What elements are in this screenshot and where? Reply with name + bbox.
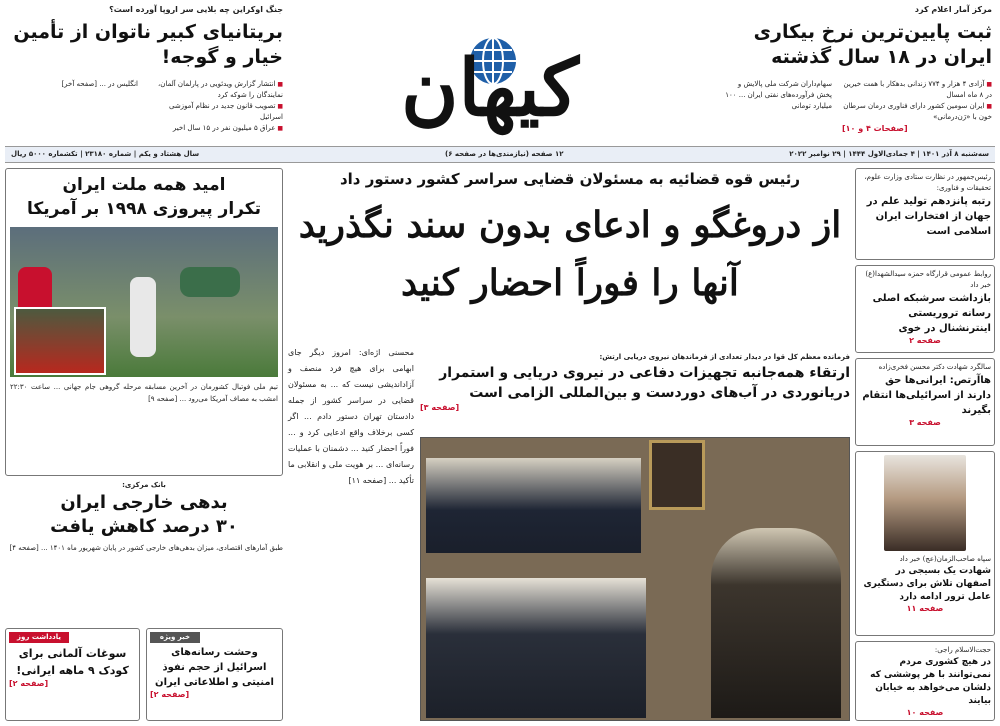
navy-headline[interactable]: ارتقاء همه‌جانبه تجهیزات دفاعی در نیروی دریایی و استمرار دریانوردی در آب‌های دوردست و بین‌المللی الزامی است xyxy=(439,365,850,401)
logo xyxy=(340,8,640,138)
officers-top xyxy=(426,458,641,553)
debt-story xyxy=(5,480,283,620)
top-left-side: انگلیس در ... [صفحه آخر] xyxy=(61,80,138,88)
sport-headline-2: تکرار پیروزی ۱۹۹۸ بر آمریکا xyxy=(26,199,262,219)
date-text: سه‌شنبه ۸ آذر ۱۴۰۱ | ۴ جمادی‌الاول ۱۴۴۴ | ۲۹ نوامبر ۲۰۲۲ xyxy=(789,150,989,158)
note-tag: یادداشت روز xyxy=(9,632,69,643)
right-item-4[interactable]: سپاه صاحب‌الزمان(عج) خبر داد شهادت یک بسیجی در اصفهان تلاش برای دستگیری عامل ترور ادامه دارد صفحه ۱۱ xyxy=(855,451,995,636)
debt-kicker: بانک مرکزی: xyxy=(122,481,166,489)
sport-box[interactable] xyxy=(5,168,283,476)
debt-headline-1[interactable]: بدهی خارجی ایران xyxy=(60,492,228,513)
note-box[interactable] xyxy=(5,628,140,721)
debt-body: طبق آمارهای اقتصادی، میزان بدهی‌های خارجی کشور در پایان شهریور ماه ۱۴۰۱ ... [صفحه ۴] xyxy=(9,544,283,552)
top-left-bullets: ■ انتشار گزارش ویدئویی در پارلمان آلمان، نمایندگان را شوکه کرد ■ تصویب قانون جدید در نظام آموزشی اسرائیل ■ عراق ۵ میلیون نفر در ۱۵ سال اخیر xyxy=(148,79,283,134)
issue-text: سال هشتاد و یکم | شماره ۲۳۱۸۰ | تکشماره ۵۰۰۰ ریال xyxy=(11,150,200,158)
navy-ref[interactable]: [صفحه ۳] xyxy=(420,403,460,412)
wall-portrait xyxy=(649,440,705,510)
sport-body: تیم ملی فوتبال کشورمان در آخرین مسابقه مرحله گروهی جام جهانی ... ساعت ۲۲:۳۰ امشب به مصاف آمریکا می‌رود ... [صفحه ۹] xyxy=(10,383,278,403)
top-left-kicker: جنگ اوکراین چه بلایی سر اروپا آورده است؟ xyxy=(109,5,283,14)
navy-photo xyxy=(420,437,850,721)
officers-bottom xyxy=(426,578,646,718)
special-box[interactable] xyxy=(146,628,283,721)
special-ref[interactable]: [صفحه ۲] xyxy=(150,690,190,699)
note-headline: سوغات آلمانی برای کودک ۹ ماهه ایرانی! xyxy=(16,647,129,677)
pages-text: ۱۲ صفحه (نیازمندی‌ها در صفحه ۶) xyxy=(445,150,564,158)
navy-story xyxy=(420,352,850,434)
lead-story xyxy=(290,168,850,348)
inset-photo xyxy=(14,307,106,375)
special-headline: وحشت رسانه‌های اسرائیل از حجم نفوذ امنیتی و اطلاعاتی ایران xyxy=(155,647,274,688)
top-right-kicker: مرکز آمار اعلام کرد xyxy=(914,5,992,14)
top-right-box xyxy=(722,4,992,142)
top-right-headline[interactable]: ثبت پایین‌ترین نرخ بیکاری ایران در ۱۸ سال گذشته xyxy=(753,21,992,68)
lead-headline-2[interactable]: آنها را فوراً احضار کنید xyxy=(401,262,739,304)
lead-body: محسنی اژه‌ای: امروز دیگر جای ابهامی برای هیچ فرد منصف و آزاداندیشی نیست که ... به مسئولان قضایی در سراسر کشور از جمله دادستان تهران دستور دادم ... اگر کسی برخلاف واقع ادعایی کرد و ... فوراً احضار کنید ... دشمنان با عملیات رسانه‌ای ... بر هویت ملی و انقلابی ما تأکید ... [صفحه ۱۱] xyxy=(288,348,414,485)
leader-figure xyxy=(711,528,841,718)
dateline xyxy=(5,146,995,163)
top-right-side: سهام‌داران شرکت ملی پالایش و پخش فرآورده‌های نفتی ایران ... ۱۰۰ میلیارد تومانی xyxy=(725,80,832,110)
right-column xyxy=(855,168,995,721)
note-ref[interactable]: [صفحه ۲] xyxy=(9,679,49,688)
top-left-box xyxy=(8,4,283,142)
top-right-bullets: ■ آزادی ۴ هزار و ۷۷۴ زندانی بدهکار با همت خیرین در ۸ ماه امسال ■ ایران سومین کشور دارای فناوری درمان سرطان خون با «ژن‌درمانی» [صفحات ۴ و ۱۰] xyxy=(842,79,992,134)
lead-headline-1[interactable]: از دروغگو و ادعای بدون سند نگذرید xyxy=(298,204,842,246)
masthead-title: کیهان xyxy=(401,43,579,134)
navy-kicker: فرمانده معظم کل قوا در دیدار تعدادی از فرماندهان نیروی دریایی ارتش: xyxy=(599,353,850,361)
right-item-5[interactable]: حجت‌الاسلام راجی: در هیچ کشوری مردم نمی‌توانند با هر پوششی که دلشان می‌خواهد به خیابان بیایند صفحه ۱۰ xyxy=(855,641,995,721)
player-white xyxy=(130,277,156,357)
goalkeeper xyxy=(180,267,240,297)
sport-headline-1: امید همه ملت ایران xyxy=(62,175,226,195)
debt-headline-2[interactable]: ۳۰ درصد کاهش یافت xyxy=(50,516,238,537)
right-item-2[interactable]: روابط عمومی قرارگاه حمزه سیدالشهدا(ع) خبر داد بازداشت سرشبکه اصلی رسانه تروریستی اینترنشنال در خوی صفحه ۲ xyxy=(855,265,995,353)
portrait-photo xyxy=(884,455,966,551)
special-tag: خبر ویژه xyxy=(150,632,200,643)
football-photo xyxy=(10,227,278,377)
top-left-headline[interactable]: بریتانیای کبیر ناتوان از تأمین خیار و گوجه! xyxy=(13,21,283,68)
right-item-1[interactable]: رئیس‌جمهور در نظارت ستادی وزارت علوم، تحقیقات و فناوری: رتبه پانزدهم تولید علم در جهان از افتخارات ایران اسلامی است xyxy=(855,168,995,260)
right-item-3[interactable]: سالگرد شهادت دکتر محسن فخری‌زاده هاآرتص: ایرانی‌ها حق دارند از اسرائیلی‌ها انتقام بگیرند صفحه ۳ xyxy=(855,358,995,446)
lead-kicker: رئیس قوه قضائیه به مسئولان قضایی سراسر کشور دستور داد xyxy=(339,170,801,188)
masthead xyxy=(0,0,1000,145)
